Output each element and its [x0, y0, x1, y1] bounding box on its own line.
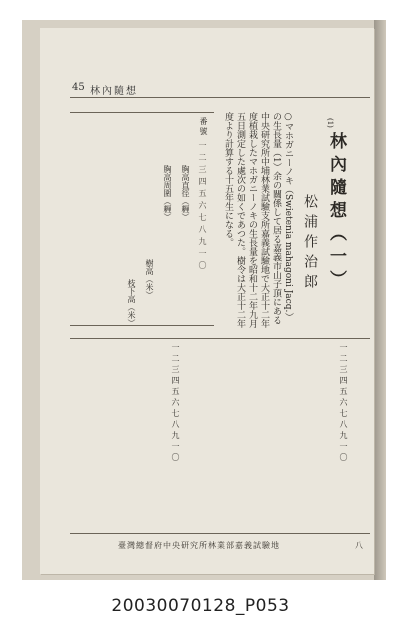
running-title: 林內隨想: [90, 86, 138, 97]
table-header-height: 樹高（米）: [145, 259, 154, 299]
table-row-labels: 一二三四五六七八九一〇: [198, 141, 207, 273]
article-title: 林內隨想（一）: [326, 132, 346, 293]
growth-table: [70, 112, 214, 326]
lower-table-labels-left: 一二三四五六七八九一〇: [171, 343, 180, 464]
table-header-number: 番號: [199, 117, 208, 137]
image-caption: 20030070128_P053: [111, 596, 290, 616]
article-body: ○マホガニーノキ（Swietenia mahagoni Jacq.）の生長量（1）余の關係して居る嘉義市山子頂にある中央研究所中埔林業試驗支所嘉義試驗地で大正十二年度植栽したマホガニーノキの生長量を昭和十二年九月五日測定した處次の如くであつた。樹令は大正十二年度より計算する十五年生になる。: [223, 112, 293, 328]
article-number: (1): [326, 118, 334, 128]
page-number: 45: [72, 82, 85, 93]
table-header-diameter: 胸高直徑（糎）: [181, 165, 190, 221]
footer-page: 八: [355, 541, 364, 550]
header-rule: [70, 97, 370, 98]
table-header-circumference: 胸高周圍（糎）: [163, 165, 172, 221]
article-author: 松浦作治郎: [302, 194, 318, 294]
footer-publisher: 臺灣總督府中央研究所林業部嘉義試驗地: [118, 541, 280, 550]
lower-table-labels-right: 一二三四五六七八九一〇: [339, 343, 348, 464]
book-spine: [374, 20, 386, 580]
table-header-clear-bole: 枝下高（米）: [127, 279, 136, 327]
lower-table: [70, 338, 370, 534]
